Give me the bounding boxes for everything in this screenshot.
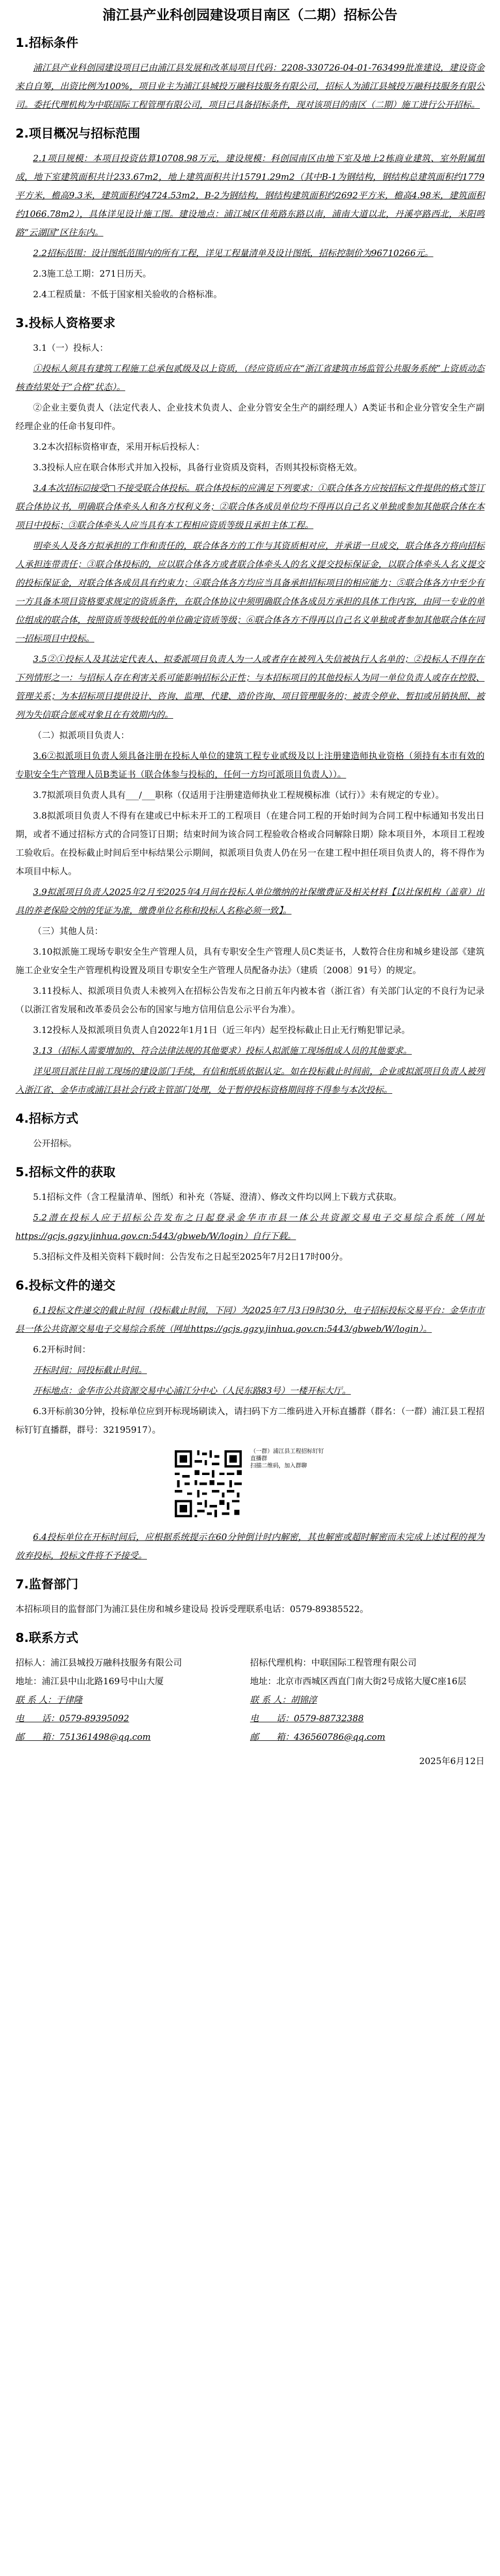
- section-1-paragraph: 浦江县产业科创园建设项目已由浦江县发展和改革局项目代码：2208-330726-04-01-763499批准建设，建设资金来自自筹，出资比例为100%，项目业主为浦江县城投万融科技服务有限公司，招标人为浦江县城投万融科技服务有限公司。委托代理机构为中联国际工程管理有限公司，项目已具备招标条件，现对该项目的南区（二期）施工进行公开招标。: [15, 63, 485, 110]
- issue-date: 2025年6月12日: [419, 1756, 485, 1767]
- tender-method: 公开招标。: [33, 1139, 77, 1149]
- tenderer-name: 招标人：浦江县城投万融科技服务有限公司: [15, 1658, 182, 1668]
- section-2-heading: 2.项目概况与招标范围: [15, 126, 140, 141]
- qr-section: [15, 1448, 485, 1522]
- section-6-heading: 6.投标文件的递交: [15, 1278, 115, 1293]
- bidder-subheading: 3.1（一）投标人：: [33, 343, 109, 353]
- tenderer-email[interactable]: 邮 箱：751361498@qq.com: [15, 1732, 151, 1742]
- project-manager-subheading: （二）拟派项目负责人：: [33, 731, 129, 741]
- section-1-heading: 1.招标条件: [15, 36, 78, 50]
- document-acquisition: 5.1招标文件（含工程量清单、图纸）和补充（答疑、澄清）、修改文件均以网上下载方式获取。: [33, 1192, 402, 1202]
- additional-requirement-cont: 详见项目派往目前工现场的建设部门手续，有信和纸质依据认定。如在投标截止时间前，企业或拟派项目负责人被列入浙江省、金华市或浦江县社会行政主管部门处理，处于暂停投标资格期间将不得参与本次投标。: [15, 1066, 485, 1095]
- construction-period: 2.3施工总工期：271日历天。: [33, 269, 152, 279]
- project-scale: 2.1项目规模：本项目投资估算10708.98万元，建设规模：科创园南区由地下室及地上2栋商业建筑、室外附属组成，地下室建筑面积共计233.67m2，地上建筑面积共计15791.29m2（其中B-1为钢结构，钢结构总建筑面积约1779平方米，檐高9.3米，建筑面积约4724.53m2，B-2为钢结构，钢结构建筑面积约2692平方米，檐高4.98米，建筑面积约1066.78m2），具体详见设计施工图。建设地点：浦江城区佳苑路东路以南，浦南大道以北，丹溪亭路西北，米阳鸣路“云湖国”区往东内。: [15, 154, 485, 238]
- tenderer-contact: 联 系 人：于律隆: [15, 1695, 82, 1705]
- opening-time-heading: 6.2开标时间：: [33, 1345, 91, 1355]
- project-manager-qualification: 3.6②拟派项目负责人须具备注册在投标人单位的建筑工程专业贰级及以上注册建造师执业资格（须持有本市有效的专职安全生产管理人员B类证书（联合体参与投标的，任何一方均可派项目负责人））。: [15, 751, 485, 780]
- supervision-info: 本招标项目的监督部门为浦江县住房和城乡建设局 投诉受理联系电话：0579-89385522。: [15, 1604, 369, 1615]
- agency-phone: 电 话：0579-88732388: [250, 1714, 364, 1724]
- qualification-item: ①投标人须具有建筑工程施工总承包贰级及以上资质，（经应资质应在“浙江省建筑市场监管公共服务系统”上资质动态核查结果处于“合格”状态）。: [15, 364, 485, 393]
- agency-contact: 联 系 人：胡锦淳: [250, 1695, 317, 1705]
- download-deadline: 5.3招标文件及相关资料下载时间：公告发布之日起至2025年7月2日17时00分。: [33, 1252, 348, 1262]
- page-title: 浦江县产业科创园建设项目南区（二期）招标公告: [102, 8, 397, 23]
- agency-address: 地址：北京市西城区西直门南大街2号成铭大厦C座16层: [250, 1676, 466, 1687]
- section-7-heading: 7.监督部门: [15, 1577, 78, 1591]
- opening-location: 开标地点：金华市公共资源交易中心浦江分中心（人民东路83号）一楼开标大厅。: [33, 1386, 351, 1396]
- project-manager-conflict: 3.8拟派项目负责人不得有在建或已中标未开工的工程项目（在建合同工程的开始时间为合同工程中标通知书发出日期，或者不通过招标方式的合同签订日期；结束时间为该合同工程验收合格或合同解除日期）除本项目外，本项目工程竣工验收后。在投标截止时间后至中标结果公示期间，拟派项目负责人仍在另一在建工程中担任项目负责人的，将不得作为本项目中标人。: [15, 811, 485, 877]
- tenderer-address: 地址：浦江县中山北路169号中山大厦: [15, 1676, 164, 1687]
- document-body: [15, 0, 485, 1770]
- agency-email[interactable]: 邮 箱：436560786@qq.com: [250, 1732, 386, 1742]
- bribery-record-requirement: 3.12投标人及拟派项目负责人自2022年1月1日（近三年内）起至投标截止日止无行贿犯罪记录。: [33, 1025, 410, 1036]
- submission-deadline[interactable]: 6.1投标文件递交的截止时间（投标截止时间，下同）为2025年7月3日9时30分，电子招标投标交易平台：金华市市县一体公共资源交易电子交易综合系统（网址https://gcjs.ggzy.jinhua.gov.cn:5443/gbweb/W/login）。: [15, 1306, 485, 1334]
- exclusion-conditions: 3.5②①投标人及其法定代表人、拟委派项目负责人为一人或者存在被列入失信被执行人名单的；②投标人不得存在下列情形之一：与招标人存在利害关系可能影响招标公正性；与本招标项目的其他投标人为同一单位负责人或存在控股、管理关系；为本招标项目提供设计、咨询、监理、代建、造价咨询、项目管理服务的；被责令停业、暂扣或吊销执照、被列为失信联合惩戒对象且在有效期内的。: [15, 654, 485, 720]
- consortium-requirements-cont: 明牵头人及各方拟承担的工作和责任的，联合体各方的工作与其资质相对应，并承诺一旦成交，联合体各方将向招标人承担连带责任；③联合体投标的，应以联合体各方或者联合体牵头人的名义提交投标保证金，以联合体牵头人名义提交的投标保证金，对联合体各成员具有约束力；④联合体各方均应当具备承担招标项目的相应能力；⑤联合体各方中至少有一方具备本项目资格要求规定的资质条件，在联合体协议中须明确联合体各成员方承担的具体工作内容，由同一专业的单位组成的联合体，按照资质等级较低的单位确定资质等级；⑥联合体各方不得再以自己名义单独或者参加其他联合体在同一招标项目中投标。: [15, 541, 485, 644]
- section-5-heading: 5.招标文件的获取: [15, 1165, 115, 1179]
- safety-staff-requirement: 3.10拟派施工现场专职安全生产管理人员，具有专职安全生产管理人员C类证书，人数符合住房和城乡建设部《建筑施工企业安全生产管理机构设置及项目专职安全生产管理人员配备办法》（建质〔2008〕91号）的规定。: [15, 947, 485, 976]
- section-8-heading: 8.联系方式: [15, 1631, 78, 1645]
- consortium-requirements: 3.4本次招标☑接受□不接受联合体投标。联合体投标的应满足下列要求：①联合体各方应按招标文件提供的格式签订联合体协议书，明确联合体牵头人和各方权利义务；②联合体各成员单位均不得再以自己名义单独或参加其他联合体在本项目中投标；③联合体牵头人应当具有本工程相应资质等级且承担主体工程。: [15, 483, 485, 531]
- agency-name: 招标代理机构：中联国际工程管理有限公司: [250, 1658, 416, 1668]
- credit-record-requirement: 3.11投标人、拟派项目负责人未被列入在招标公告发布之日前五年内被本省（浙江省）有关部门认定的不良行为记录（以浙江省发展和改革委员会公布的国家与地方信用信息公示平台为准）。: [15, 986, 485, 1015]
- qualification-item: 3.3投标人应在联合体形式并加入投标，具备行业资质及资料，否则其投标资格无效。: [33, 463, 363, 473]
- livestream-instructions: 6.3开标前30分钟，投标单位应到开标现场刷读入，请扫码下方二维码进入开标直播群（群名：（一群）浦江县工程招标钉钉直播群，群号：32195917）。: [15, 1406, 485, 1435]
- tender-scope: 2.2招标范围：设计图纸范围内的所有工程，详见工程量清单及设计图纸，招标控制价为96710266元。: [33, 248, 434, 259]
- other-staff-subheading: （三）其他人员：: [33, 926, 103, 937]
- qualification-item: 3.2本次招标资格审查，采用开标后投标人：: [33, 442, 205, 452]
- section-3-heading: 3.投标人资格要求: [15, 316, 115, 330]
- project-manager-title: 3.7拟派项目负责人具有___/___职称（仅适用于注册建造师执业工程规模标准（试行）》未有规定的专业）。: [33, 790, 444, 801]
- download-instructions[interactable]: 5.2潜在投标人应于招标公告发布之日起登录金华市市县一体公共资源交易电子交易综合系统（网址https://gcjs.ggzy.jinhua.gov.cn:5443/gbweb/W/login）自行下载。: [15, 1213, 485, 1242]
- decryption-notice: 6.4投标单位在开标时间后，应根据系统提示在60分钟倒计时内解密，其也解密或超时解密而未完成上述过程的视为放弃投标，投标文件将不予接受。: [15, 1532, 485, 1561]
- opening-time: 开标时间：同投标截止时间。: [33, 1365, 147, 1376]
- quality-standard: 2.4工程质量：不低于国家相关验收的合格标准。: [33, 290, 223, 300]
- qualification-item: ②企业主要负责人（法定代表人、企业技术负责人、企业分管安全生产的副经理人）A类证书和企业分管安全生产副经理企业的任命书复印件。: [15, 403, 485, 432]
- tenderer-phone: 电 话：0579-89395092: [15, 1714, 129, 1724]
- qr-code-icon[interactable]: [172, 1448, 244, 1522]
- section-4-heading: 4.招标方式: [15, 1111, 78, 1126]
- social-insurance-requirement: 3.9拟派项目负责人2025年2月至2025年4月间在投标人单位缴纳的社保缴费证及相关材料【以社保机构（盖章）出具的养老保险交纳的凭证为准，缴费单位名称和投标人名称必须一致】。: [15, 887, 485, 916]
- qr-caption: （一群）浦江县工程招标钉钉直播群 扫描二维码，加入群聊: [250, 1448, 324, 1469]
- additional-requirement: 3.13（招标人需要增加的、符合法律法规的其他要求）投标人拟派施工现场组成人员的其他要求。: [33, 1046, 412, 1056]
- contact-table: [15, 1654, 485, 1747]
